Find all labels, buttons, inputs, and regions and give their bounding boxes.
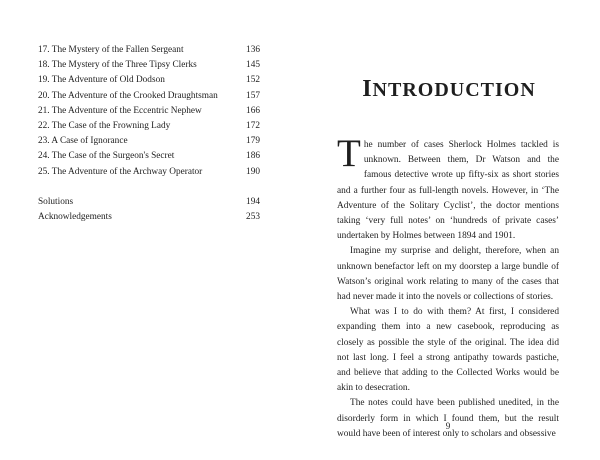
toc-entry-page: 172 [246,121,260,132]
toc-entry-page: 194 [246,197,260,208]
toc-entry[interactable] [38,134,260,149]
toc-entry[interactable] [38,43,260,58]
toc-back-matter-entry[interactable] [38,210,260,225]
toc-entry-page: 179 [246,136,260,147]
chapter-title-initial: I [362,76,373,102]
chapter-title [340,76,558,103]
toc-entry-title: Acknowledgements [38,212,112,223]
body-paragraph [337,132,559,244]
toc-entry-title: 19. The Adventure of Old Dodson [38,75,165,86]
toc-entry-title: 20. The Adventure of the Crooked Draughtsman [38,90,218,101]
toc-entry-title: Solutions [38,197,74,208]
chapter-title-rest: NTRODUCTION [372,79,536,101]
toc-entry-page: 166 [246,105,260,116]
toc-entry-title: 24. The Case of the Surgeon's Secret [38,151,175,162]
table-of-contents [38,43,260,226]
toc-entry[interactable] [38,149,260,164]
toc-entry-title: 17. The Mystery of the Fallen Sergeant [38,45,184,55]
toc-back-matter-entry[interactable] [38,195,260,210]
toc-entry-page: 190 [246,166,260,177]
body-paragraph: What was I to do with them? At first, I considered expanding them into a new casebook, reproducing as closely as possible the style of the original. The idea did not last long. I feel a strong antipathy towards pastiche, and believe that adding to the Collected Works would be akin to desecration. [337,307,559,394]
drop-cap: T [337,132,361,175]
toc-entry[interactable] [38,58,260,73]
body-paragraph: Imagine my surprise and delight, therefore, when an unknown benefactor left on my doorstep a large bundle of Watson’s original work relating to many of the cases that had never made it into the novels or collections of stories. [337,246,559,303]
page-number: 9 [445,421,451,431]
toc-entry-page: 186 [246,151,260,162]
toc-entry-page: 145 [246,60,260,71]
toc-entry-page: 152 [246,75,260,86]
toc-entry-page: 157 [246,90,260,101]
toc-entry[interactable] [38,119,260,134]
toc-entry-title: 21. The Adventure of the Eccentric Nephew [38,105,202,116]
toc-entry[interactable] [38,89,260,104]
toc-entry[interactable] [38,73,260,88]
toc-entry[interactable] [38,104,260,119]
toc-entry-page: 253 [246,212,260,223]
toc-entry-title: 18. The Mystery of the Three Tipsy Clerks [38,60,197,71]
body-paragraph: The notes could have been published unedited, in the disorderly form in which I found them, but the result would have been of interest only to scholars and obsessive [337,398,559,439]
toc-entry-title: 23. A Case of Ignorance [38,136,128,147]
introduction-body [337,132,559,442]
toc-entry-title: 22. The Case of the Frowning Lady [38,121,171,132]
toc-entry-title: 25. The Adventure of the Archway Operator [38,166,203,177]
toc-entry[interactable] [38,165,260,180]
paragraph-text: he number of cases Sherlock Holmes tackled is unknown. Between them, Dr Watson and the famous detective wrote up fifty-six as short stories and a further four as full-length novels. However, in ‘The Adventure of the Solitary Cyclist’, the doctor mentions taking ‘very full notes’ on ‘hundreds of private cases’ undertaken by Holmes between 1894 and 1901. [337,140,559,242]
toc-entry-page: 136 [246,45,260,55]
toc-spacer [38,180,260,195]
